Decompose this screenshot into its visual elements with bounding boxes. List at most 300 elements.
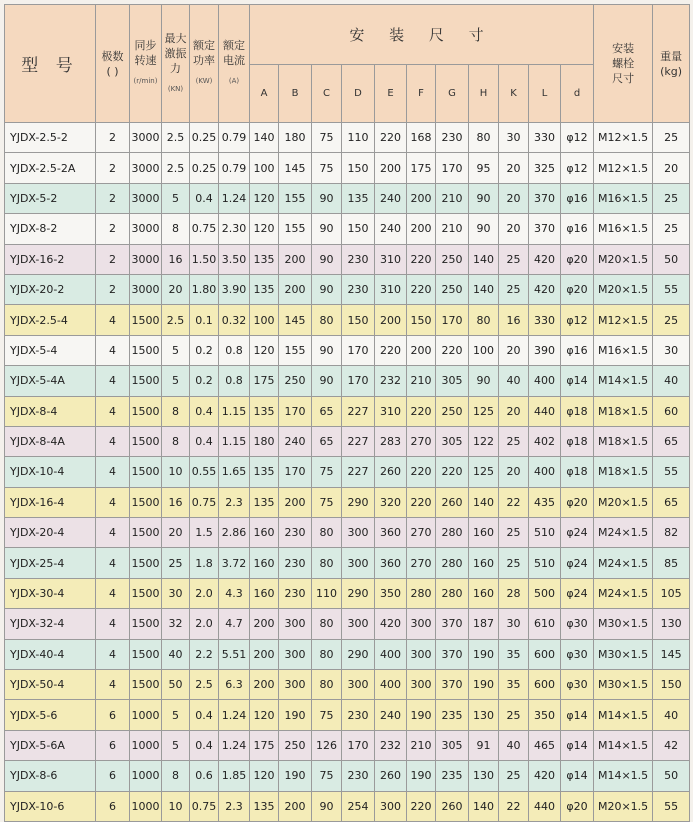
header-poles: [96, 5, 130, 123]
cell-f: 220: [407, 274, 436, 304]
cell-speed: 1500: [130, 366, 162, 396]
cell-speed: 1000: [130, 730, 162, 760]
table-row: [5, 518, 690, 548]
cell-hole: φ30: [561, 609, 594, 639]
cell-l: 330: [529, 123, 561, 153]
cell-h: 190: [469, 670, 499, 700]
cell-f: 200: [407, 214, 436, 244]
cell-k: 30: [499, 609, 529, 639]
cell-e: 240: [375, 183, 407, 213]
cell-a: 135: [250, 274, 279, 304]
cell-force: 30: [162, 578, 190, 608]
cell-a: 200: [250, 639, 279, 669]
cell-l: 325: [529, 153, 561, 183]
cell-d: 150: [342, 153, 375, 183]
header-dim-l: L: [529, 65, 561, 123]
cell-weight: 50: [653, 244, 690, 274]
cell-e: 240: [375, 214, 407, 244]
cell-h: 130: [469, 700, 499, 730]
cell-f: 190: [407, 761, 436, 791]
cell-weight: 130: [653, 609, 690, 639]
cell-e: 283: [375, 426, 407, 456]
cell-a: 135: [250, 244, 279, 274]
cell-current: 2.86: [219, 518, 250, 548]
table-row: [5, 123, 690, 153]
cell-weight: 55: [653, 791, 690, 821]
cell-e: 232: [375, 366, 407, 396]
cell-weight: 40: [653, 366, 690, 396]
cell-weight: 25: [653, 214, 690, 244]
cell-weight: 105: [653, 578, 690, 608]
cell-l: 330: [529, 305, 561, 335]
cell-force: 2.5: [162, 123, 190, 153]
cell-speed: 3000: [130, 153, 162, 183]
cell-poles: 2: [96, 123, 130, 153]
cell-a: 180: [250, 426, 279, 456]
cell-weight: 55: [653, 274, 690, 304]
header-dim-h: H: [469, 65, 499, 123]
cell-bolt: M24×1.5: [594, 548, 653, 578]
cell-weight: 42: [653, 730, 690, 760]
cell-a: 175: [250, 366, 279, 396]
cell-c: 90: [312, 244, 342, 274]
cell-b: 155: [279, 183, 312, 213]
cell-f: 175: [407, 153, 436, 183]
table-row: [5, 609, 690, 639]
cell-k: 40: [499, 366, 529, 396]
cell-g: 210: [436, 183, 469, 213]
cell-k: 25: [499, 244, 529, 274]
header-current-unit: (A): [228, 77, 240, 85]
cell-hole: φ18: [561, 396, 594, 426]
cell-a: 135: [250, 396, 279, 426]
cell-model: YJDX-2.5-2A: [5, 153, 96, 183]
cell-d: 227: [342, 426, 375, 456]
cell-b: 200: [279, 274, 312, 304]
cell-f: 200: [407, 335, 436, 365]
cell-c: 65: [312, 426, 342, 456]
cell-l: 400: [529, 457, 561, 487]
cell-e: 420: [375, 609, 407, 639]
cell-speed: 1500: [130, 305, 162, 335]
cell-power: 2.2: [190, 639, 219, 669]
cell-poles: 4: [96, 609, 130, 639]
cell-current: 1.15: [219, 396, 250, 426]
cell-f: 210: [407, 366, 436, 396]
cell-poles: 2: [96, 274, 130, 304]
cell-b: 230: [279, 518, 312, 548]
table-row: [5, 791, 690, 821]
cell-force: 16: [162, 244, 190, 274]
cell-model: YJDX-5-6: [5, 700, 96, 730]
cell-speed: 3000: [130, 183, 162, 213]
cell-h: 90: [469, 366, 499, 396]
cell-a: 100: [250, 153, 279, 183]
cell-model: YJDX-2.5-4: [5, 305, 96, 335]
cell-poles: 4: [96, 578, 130, 608]
cell-e: 220: [375, 335, 407, 365]
cell-b: 300: [279, 639, 312, 669]
cell-d: 110: [342, 123, 375, 153]
table-row: [5, 426, 690, 456]
cell-weight: 65: [653, 426, 690, 456]
cell-g: 370: [436, 639, 469, 669]
cell-poles: 6: [96, 791, 130, 821]
cell-force: 5: [162, 183, 190, 213]
table-row: [5, 305, 690, 335]
cell-k: 30: [499, 123, 529, 153]
cell-d: 230: [342, 700, 375, 730]
table-row: [5, 244, 690, 274]
cell-b: 200: [279, 487, 312, 517]
cell-l: 420: [529, 244, 561, 274]
cell-power: 0.2: [190, 366, 219, 396]
cell-force: 8: [162, 426, 190, 456]
cell-e: 400: [375, 639, 407, 669]
cell-g: 260: [436, 791, 469, 821]
cell-d: 150: [342, 305, 375, 335]
cell-d: 170: [342, 335, 375, 365]
cell-d: 150: [342, 214, 375, 244]
cell-power: 1.50: [190, 244, 219, 274]
header-bolt-label: 安装 螺栓 尺寸: [612, 42, 635, 85]
cell-d: 135: [342, 183, 375, 213]
cell-f: 300: [407, 639, 436, 669]
cell-c: 80: [312, 670, 342, 700]
cell-l: 370: [529, 214, 561, 244]
cell-a: 200: [250, 609, 279, 639]
cell-d: 290: [342, 639, 375, 669]
cell-k: 28: [499, 578, 529, 608]
cell-speed: 3000: [130, 244, 162, 274]
cell-current: 4.7: [219, 609, 250, 639]
cell-f: 200: [407, 183, 436, 213]
cell-current: 3.50: [219, 244, 250, 274]
cell-c: 75: [312, 123, 342, 153]
cell-a: 100: [250, 305, 279, 335]
cell-weight: 82: [653, 518, 690, 548]
cell-current: 4.3: [219, 578, 250, 608]
cell-force: 5: [162, 335, 190, 365]
cell-current: 1.65: [219, 457, 250, 487]
cell-h: 140: [469, 487, 499, 517]
cell-g: 260: [436, 487, 469, 517]
cell-h: 160: [469, 578, 499, 608]
cell-b: 190: [279, 700, 312, 730]
cell-d: 230: [342, 244, 375, 274]
header-bolt: [594, 5, 653, 123]
cell-hole: φ20: [561, 791, 594, 821]
cell-b: 200: [279, 244, 312, 274]
cell-force: 2.5: [162, 305, 190, 335]
cell-c: 75: [312, 700, 342, 730]
cell-speed: 1500: [130, 518, 162, 548]
cell-d: 254: [342, 791, 375, 821]
cell-power: 0.4: [190, 426, 219, 456]
cell-h: 187: [469, 609, 499, 639]
cell-hole: φ18: [561, 457, 594, 487]
cell-f: 300: [407, 670, 436, 700]
cell-b: 145: [279, 153, 312, 183]
cell-g: 220: [436, 335, 469, 365]
cell-hole: φ12: [561, 123, 594, 153]
cell-speed: 1000: [130, 791, 162, 821]
header-dim-e: E: [375, 65, 407, 123]
cell-weight: 60: [653, 396, 690, 426]
cell-k: 22: [499, 487, 529, 517]
cell-force: 40: [162, 639, 190, 669]
cell-bolt: M16×1.5: [594, 214, 653, 244]
cell-bolt: M30×1.5: [594, 639, 653, 669]
cell-speed: 1500: [130, 396, 162, 426]
cell-poles: 2: [96, 153, 130, 183]
cell-k: 35: [499, 670, 529, 700]
cell-c: 75: [312, 761, 342, 791]
cell-model: YJDX-8-4: [5, 396, 96, 426]
cell-bolt: M14×1.5: [594, 730, 653, 760]
cell-speed: 1500: [130, 578, 162, 608]
cell-hole: φ20: [561, 274, 594, 304]
cell-b: 250: [279, 366, 312, 396]
cell-e: 260: [375, 457, 407, 487]
table-row: [5, 548, 690, 578]
cell-force: 8: [162, 761, 190, 791]
header-dim-b: B: [279, 65, 312, 123]
cell-speed: 1500: [130, 335, 162, 365]
cell-model: YJDX-5-4: [5, 335, 96, 365]
cell-hole: φ24: [561, 548, 594, 578]
cell-f: 220: [407, 791, 436, 821]
header-speed-unit: (r/min): [133, 77, 158, 85]
cell-hole: φ14: [561, 366, 594, 396]
cell-g: 305: [436, 366, 469, 396]
header-weight-label: 重量 (kg): [660, 49, 683, 78]
cell-h: 122: [469, 426, 499, 456]
cell-b: 145: [279, 305, 312, 335]
cell-b: 240: [279, 426, 312, 456]
cell-h: 190: [469, 639, 499, 669]
cell-speed: 1000: [130, 700, 162, 730]
cell-d: 300: [342, 518, 375, 548]
cell-model: YJDX-50-4: [5, 670, 96, 700]
cell-current: 2.30: [219, 214, 250, 244]
cell-current: 1.24: [219, 183, 250, 213]
cell-power: 0.75: [190, 214, 219, 244]
cell-c: 75: [312, 153, 342, 183]
table-row: [5, 183, 690, 213]
cell-g: 370: [436, 670, 469, 700]
cell-bolt: M14×1.5: [594, 700, 653, 730]
cell-c: 90: [312, 791, 342, 821]
cell-poles: 6: [96, 761, 130, 791]
cell-force: 32: [162, 609, 190, 639]
header-dimensions: 安 装 尺 寸: [250, 5, 594, 65]
cell-power: 1.80: [190, 274, 219, 304]
cell-c: 75: [312, 457, 342, 487]
cell-bolt: M18×1.5: [594, 396, 653, 426]
cell-k: 20: [499, 183, 529, 213]
cell-model: YJDX-40-4: [5, 639, 96, 669]
cell-model: YJDX-30-4: [5, 578, 96, 608]
cell-force: 50: [162, 670, 190, 700]
cell-g: 250: [436, 244, 469, 274]
cell-bolt: M16×1.5: [594, 335, 653, 365]
header-poles-label: 极数 ( ): [101, 49, 124, 78]
cell-k: 20: [499, 396, 529, 426]
cell-d: 300: [342, 548, 375, 578]
header-dim-a: A: [250, 65, 279, 123]
cell-poles: 4: [96, 426, 130, 456]
cell-k: 20: [499, 335, 529, 365]
cell-force: 8: [162, 396, 190, 426]
cell-power: 0.55: [190, 457, 219, 487]
cell-f: 220: [407, 244, 436, 274]
cell-model: YJDX-20-4: [5, 518, 96, 548]
cell-current: 1.85: [219, 761, 250, 791]
cell-bolt: M14×1.5: [594, 366, 653, 396]
cell-b: 300: [279, 670, 312, 700]
header-weight: [653, 5, 690, 123]
cell-current: 1.24: [219, 730, 250, 760]
header-dim-c: C: [312, 65, 342, 123]
cell-weight: 40: [653, 700, 690, 730]
cell-hole: φ30: [561, 639, 594, 669]
cell-l: 440: [529, 396, 561, 426]
cell-speed: 1500: [130, 548, 162, 578]
cell-poles: 4: [96, 396, 130, 426]
cell-poles: 2: [96, 214, 130, 244]
header-dim-d: D: [342, 65, 375, 123]
cell-h: 80: [469, 305, 499, 335]
cell-e: 320: [375, 487, 407, 517]
cell-hole: φ18: [561, 426, 594, 456]
cell-c: 65: [312, 396, 342, 426]
cell-h: 140: [469, 791, 499, 821]
cell-g: 230: [436, 123, 469, 153]
cell-e: 310: [375, 396, 407, 426]
cell-l: 420: [529, 761, 561, 791]
cell-weight: 50: [653, 761, 690, 791]
cell-b: 190: [279, 761, 312, 791]
cell-b: 200: [279, 791, 312, 821]
cell-c: 90: [312, 183, 342, 213]
cell-speed: 1500: [130, 639, 162, 669]
cell-l: 510: [529, 518, 561, 548]
cell-speed: 3000: [130, 274, 162, 304]
cell-bolt: M20×1.5: [594, 244, 653, 274]
cell-a: 135: [250, 791, 279, 821]
header-power-unit: (KW): [195, 77, 213, 85]
cell-power: 0.25: [190, 123, 219, 153]
cell-h: 130: [469, 761, 499, 791]
header-force: [162, 5, 190, 123]
cell-f: 168: [407, 123, 436, 153]
cell-f: 270: [407, 518, 436, 548]
cell-current: 0.79: [219, 123, 250, 153]
header-dim-d: d: [561, 65, 594, 123]
cell-hole: φ16: [561, 335, 594, 365]
cell-bolt: M12×1.5: [594, 305, 653, 335]
cell-l: 440: [529, 791, 561, 821]
cell-power: 0.2: [190, 335, 219, 365]
cell-weight: 20: [653, 153, 690, 183]
cell-c: 80: [312, 548, 342, 578]
cell-model: YJDX-2.5-2: [5, 123, 96, 153]
cell-b: 250: [279, 730, 312, 760]
cell-h: 100: [469, 335, 499, 365]
cell-a: 160: [250, 578, 279, 608]
cell-e: 360: [375, 548, 407, 578]
cell-force: 5: [162, 366, 190, 396]
cell-e: 200: [375, 153, 407, 183]
cell-current: 6.3: [219, 670, 250, 700]
cell-c: 90: [312, 274, 342, 304]
cell-e: 260: [375, 761, 407, 791]
cell-hole: φ14: [561, 700, 594, 730]
cell-g: 235: [436, 700, 469, 730]
cell-g: 305: [436, 426, 469, 456]
cell-power: 0.1: [190, 305, 219, 335]
cell-a: 120: [250, 335, 279, 365]
cell-force: 8: [162, 214, 190, 244]
cell-weight: 85: [653, 548, 690, 578]
cell-current: 3.72: [219, 548, 250, 578]
cell-speed: 3000: [130, 123, 162, 153]
cell-f: 300: [407, 609, 436, 639]
cell-force: 5: [162, 700, 190, 730]
cell-b: 230: [279, 548, 312, 578]
cell-l: 390: [529, 335, 561, 365]
cell-speed: 1500: [130, 457, 162, 487]
table-row: [5, 487, 690, 517]
cell-e: 350: [375, 578, 407, 608]
cell-e: 360: [375, 518, 407, 548]
cell-hole: φ16: [561, 214, 594, 244]
cell-f: 270: [407, 426, 436, 456]
cell-model: YJDX-8-2: [5, 214, 96, 244]
cell-hole: φ16: [561, 183, 594, 213]
cell-k: 25: [499, 700, 529, 730]
cell-f: 210: [407, 730, 436, 760]
cell-hole: φ24: [561, 578, 594, 608]
cell-g: 250: [436, 274, 469, 304]
cell-current: 5.51: [219, 639, 250, 669]
cell-poles: 4: [96, 335, 130, 365]
cell-g: 280: [436, 548, 469, 578]
cell-c: 80: [312, 609, 342, 639]
cell-hole: φ12: [561, 153, 594, 183]
cell-current: 1.15: [219, 426, 250, 456]
cell-d: 300: [342, 670, 375, 700]
cell-d: 170: [342, 366, 375, 396]
cell-f: 280: [407, 578, 436, 608]
cell-k: 20: [499, 153, 529, 183]
cell-k: 25: [499, 548, 529, 578]
cell-b: 155: [279, 214, 312, 244]
cell-force: 16: [162, 487, 190, 517]
cell-l: 435: [529, 487, 561, 517]
table-row: [5, 274, 690, 304]
cell-h: 90: [469, 214, 499, 244]
cell-h: 90: [469, 183, 499, 213]
cell-k: 20: [499, 457, 529, 487]
cell-a: 200: [250, 670, 279, 700]
cell-l: 350: [529, 700, 561, 730]
cell-l: 400: [529, 366, 561, 396]
cell-d: 290: [342, 487, 375, 517]
cell-c: 80: [312, 518, 342, 548]
cell-speed: 1500: [130, 426, 162, 456]
